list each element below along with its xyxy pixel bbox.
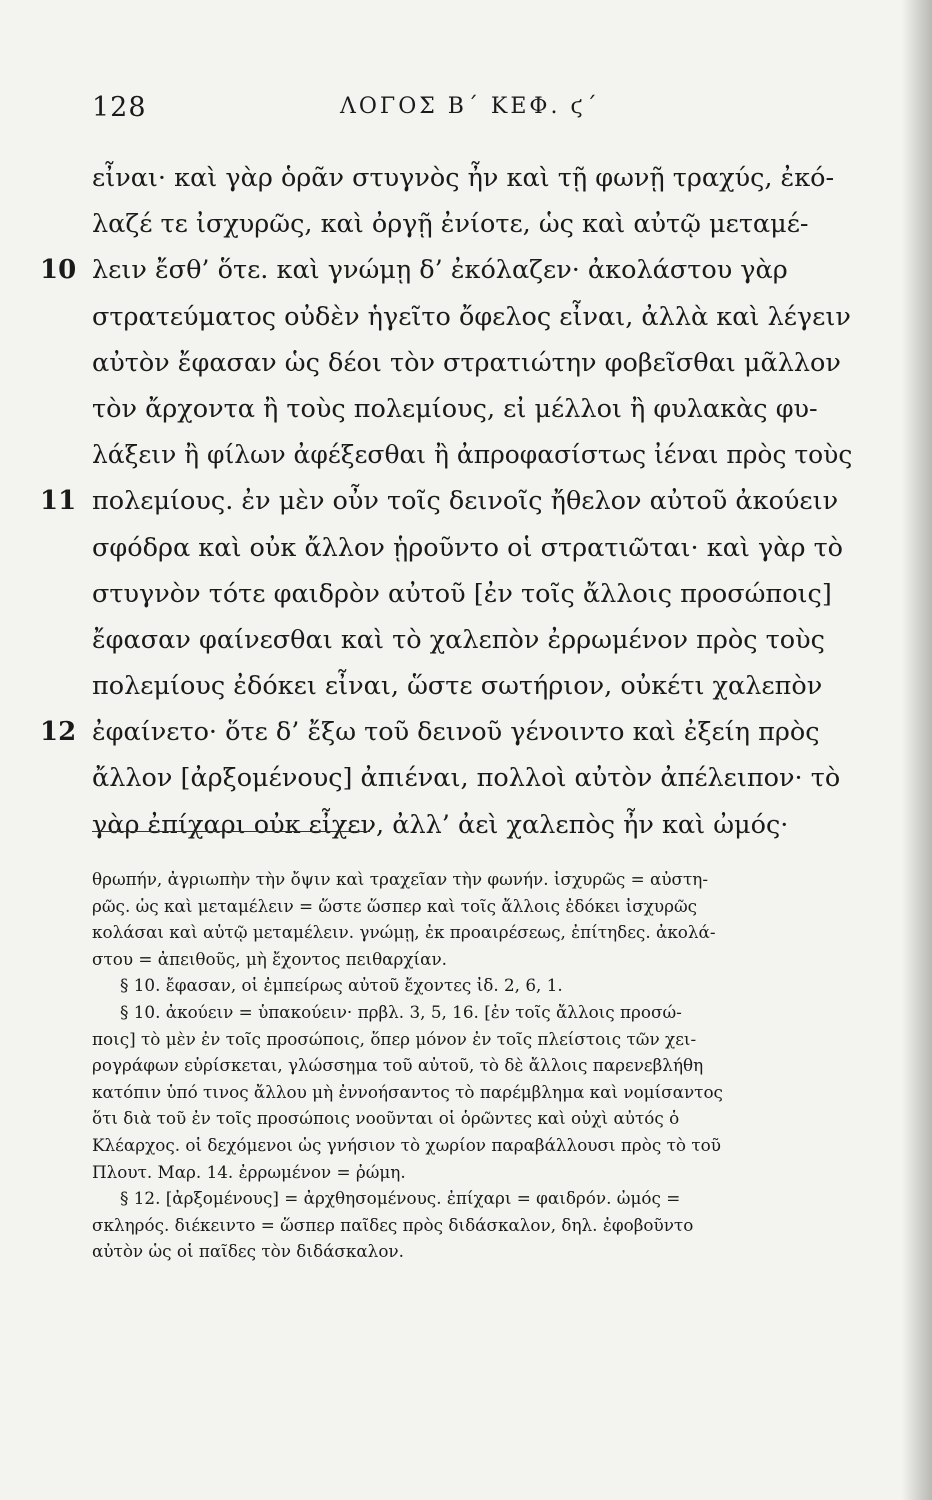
line-text: γὰρ ἐπίχαρι οὐκ εἶχεν, ἀλλ’ ἀεὶ χαλεπὸς ἦν καὶ ὠμός· bbox=[92, 809, 789, 840]
line-text: πολεμίους. ἐν μὲν οὖν τοῖς δεινοῖς ἤθελον αὐτοῦ ἀκούειν bbox=[92, 486, 839, 517]
footnote-line bbox=[0, 1052, 900, 1079]
footnote-text: στου = ἀπειθοῦς, μὴ ἔχοντος πειθαρχίαν. bbox=[92, 948, 447, 969]
line-text: λαζέ τε ἰσχυρῶς, καὶ ὀργῇ ἐνίοτε, ὡς καὶ αὐτῷ μεταμέ- bbox=[92, 209, 809, 240]
line-text: ἔφασαν φαίνεσθαι καὶ τὸ χαλεπὸν ἐρρωμένον πρὸς τοὺς bbox=[92, 624, 825, 655]
line-text: πολεμίους ἐδόκει εἶναι, ὥστε σωτήριον, οὐκέτι χαλεπὸν bbox=[92, 671, 823, 702]
line-text: σφόδρα καὶ οὐκ ἄλλον ᾑροῦντο οἱ στρατιῶται· καὶ γὰρ τὸ bbox=[92, 532, 844, 563]
footnote-line bbox=[0, 1026, 900, 1053]
text-line bbox=[0, 755, 900, 801]
line-text: αὐτὸν ἔφασαν ὡς δέοι τὸν στρατιώτην φοβεῖσθαι μᾶλλον bbox=[92, 347, 841, 378]
text-line bbox=[0, 525, 900, 571]
footnote-line bbox=[0, 866, 900, 893]
footnote-line bbox=[0, 893, 900, 920]
footnote-line bbox=[0, 1159, 900, 1186]
text-line bbox=[0, 478, 900, 524]
footnote-line bbox=[0, 1132, 900, 1159]
text-line bbox=[0, 340, 900, 386]
text-line bbox=[0, 294, 900, 340]
footnote-text: σκληρός. διέκειντο = ὥσπερ παῖδες πρὸς διδάσκαλον, δηλ. ἐφοβοῦντο bbox=[92, 1214, 694, 1235]
line-text: στρατεύματος οὐδὲν ἡγεῖτο ὄφελος εἶναι, ἀλλὰ καὶ λέγειν bbox=[92, 301, 851, 332]
line-text: τὸν ἄρχοντα ἢ τοὺς πολεμίους, εἰ μέλλοι ἢ φυλακὰς φυ- bbox=[92, 393, 818, 424]
line-text: στυγνὸν τότε φαιδρὸν αὐτοῦ [ἐν τοῖς ἄλλοις προσώποις] bbox=[92, 578, 832, 609]
text-line bbox=[0, 247, 900, 293]
footnote-line bbox=[0, 1238, 900, 1265]
footnote-text: κολάσαι καὶ αὐτῷ μεταμέλειν. γνώμῃ, ἐκ προαιρέσεως, ἐπίτηδες. ἀκολά- bbox=[92, 922, 716, 943]
footnote-text: ρῶς. ὡς καὶ μεταμέλειν = ὥστε ὥσπερ καὶ τοῖς ἄλλοις ἐδόκει ἰσχυρῶς bbox=[92, 895, 698, 916]
footnote-line bbox=[0, 1105, 900, 1132]
page-number: 128 bbox=[92, 92, 147, 123]
footnote-line bbox=[0, 1212, 900, 1239]
line-text: λειν ἔσθ’ ὅτε. καὶ γνώμῃ δ’ ἐκόλαζεν· ἀκολάστου γὰρ bbox=[92, 255, 788, 286]
footnote-line bbox=[0, 999, 900, 1026]
text-line bbox=[0, 571, 900, 617]
text-line bbox=[0, 155, 900, 201]
footnote-line bbox=[0, 1079, 900, 1106]
line-text: ἄλλον [ἀρξομένους] ἀπιέναι, πολλοὶ αὐτὸν ἀπέλειπον· τὸ bbox=[92, 763, 841, 794]
footnote-text: § 10. ἔφασαν, οἱ ἐμπείρως αὐτοῦ ἔχοντες ἰδ. 2, 6, 1. bbox=[120, 975, 563, 996]
text-line bbox=[0, 432, 900, 478]
footnote-text: § 10. ἀκούειν = ὑπακούειν· πρβλ. 3, 5, 16. [ἐν τοῖς ἄλλοις προσώ- bbox=[120, 1001, 682, 1022]
page-header bbox=[92, 92, 852, 128]
text-line bbox=[0, 709, 900, 755]
footnote-line bbox=[0, 1185, 900, 1212]
main-text bbox=[0, 155, 900, 848]
footnote-line bbox=[0, 972, 900, 999]
line-text: λάξειν ἢ φίλων ἀφέξεσθαι ἢ ἀπροφασίστως ἰέναι πρὸς τοὺς bbox=[92, 440, 853, 471]
line-text: ἐφαίνετο· ὅτε δ’ ἔξω τοῦ δεινοῦ γένοιντο καὶ ἐξείη πρὸς bbox=[92, 717, 820, 748]
footnote-text: Πλουτ. Μαρ. 14. ἐρρωμένον = ῥώμη. bbox=[92, 1161, 406, 1182]
line-text: εἶναι· καὶ γὰρ ὁρᾶν στυγνὸς ἦν καὶ τῇ φωνῇ τραχύς, ἐκό- bbox=[92, 163, 835, 193]
text-line bbox=[0, 802, 900, 848]
footnote-line bbox=[0, 919, 900, 946]
footnote-text: ποις] τὸ μὲν ἐν τοῖς προσώποις, ὅπερ μόνον ἐν τοῖς πλείστοις τῶν χει- bbox=[92, 1028, 697, 1049]
section-number: 11 bbox=[40, 486, 77, 517]
section-number: 12 bbox=[40, 717, 77, 748]
text-line bbox=[0, 617, 900, 663]
running-title: ΛΟΓΟΣ Β΄ ΚΕΦ. ϛ΄ bbox=[340, 94, 600, 119]
text-line bbox=[0, 663, 900, 709]
footnote-text: ρογράφων εὑρίσκεται, γλώσσημα τοῦ αὐτοῦ, τὸ δὲ ἄλλοις παρενεβλήθη bbox=[92, 1055, 704, 1076]
section-number: 10 bbox=[40, 255, 77, 286]
text-line bbox=[0, 386, 900, 432]
footnote-divider bbox=[92, 831, 370, 832]
footnote-line bbox=[0, 946, 900, 973]
footnote-text: § 12. [ἀρξομένους] = ἀρχθησομένους. ἐπίχαρι = φαιδρόν. ὠμός = bbox=[120, 1188, 681, 1209]
footnote-text: ὅτι διὰ τοῦ ἐν τοῖς προσώποις νοοῦνται οἱ ὁρῶντες καὶ οὐχὶ αὐτός ὁ bbox=[92, 1108, 680, 1129]
footnote-text: αὐτὸν ὡς οἱ παῖδες τὸν διδάσκαλον. bbox=[92, 1241, 404, 1262]
page-edge-shadow bbox=[902, 0, 932, 1500]
footnotes bbox=[0, 866, 900, 1265]
text-line bbox=[0, 201, 900, 247]
footnote-text: κατόπιν ὑπό τινος ἄλλου μὴ ἐννοήσαντος τὸ παρέμβλημα καὶ νομίσαντος bbox=[92, 1081, 723, 1102]
footnote-text: Κλέαρχος. οἱ δεχόμενοι ὡς γνήσιον τὸ χωρίον παραβάλλουσι πρὸς τὸ τοῦ bbox=[92, 1134, 721, 1155]
footnote-text: θρωπήν, ἀγριωπὴν τὴν ὄψιν καὶ τραχεῖαν τὴν φωνήν. ἰσχυρῶς = αὐστη- bbox=[92, 869, 709, 889]
